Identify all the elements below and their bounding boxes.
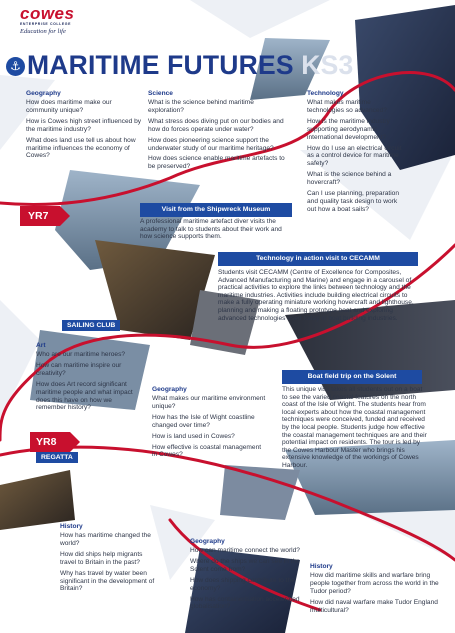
photo-boat-trip <box>220 465 300 520</box>
question: What does land use tell us about how maritime influences the economy of Cowes? <box>26 136 136 160</box>
question: How does science enable maritime artefacts to be preserved? <box>148 155 285 171</box>
section-heading: History <box>60 523 83 530</box>
college-tagline: Education for life <box>20 28 66 35</box>
cecamm-visit-text: Students visit CECAMM (Centre of Excellence for Composites, Advanced Manufacturing and Marine) and engage in a carousel of practical activities to explore the links between technology and the maritime industries. Activities include building electrical circuits to make a fully operating miniature working hovercraft and lighthouse, planning and making a floating prototype boat and exploring advanced technologies used today in boat building industries. <box>218 269 414 322</box>
question: How did maritime skills and warfare bring people together from across the world in the Tudor period? <box>310 572 439 595</box>
question: How effective is coastal management in Cowes? <box>152 443 262 459</box>
anchor-icon: ⚓ <box>6 57 25 76</box>
question: How does maritime make our community unique? <box>26 99 112 114</box>
section-heading: Science <box>148 90 173 97</box>
question: How did naval warfare make Tudor England multicultural? <box>310 598 438 614</box>
question: What makes our maritime environment unique? <box>152 395 266 410</box>
section-heading: Technology <box>307 90 344 97</box>
question: How is land used in Cowes? <box>152 432 235 440</box>
question: How has maritime changed the world? <box>60 532 151 547</box>
geography-section-3 <box>190 538 300 614</box>
title-key-stage: KS3 <box>301 50 354 80</box>
question: Can I use planning, preparation and quality task design to work out how a boat sails? <box>307 190 400 213</box>
question: How does shipping contribute to the economy? <box>190 576 295 592</box>
history-section-1 <box>60 523 160 596</box>
regatta-label: REGATTA <box>36 452 78 463</box>
question: How did ships help migrants travel to Britain in the past? <box>60 550 143 566</box>
question: How can maritime inspire our creativity? <box>36 361 122 377</box>
question: What is the science behind maritime exploration? <box>148 99 254 114</box>
shipwreck-visit-banner: Visit from the Shipwreck Museum <box>140 203 292 217</box>
history-section-2 <box>310 563 442 618</box>
technology-section <box>307 90 407 217</box>
shipwreck-visit-text: A professional maritime artefact diver visits the academy to talk to students about their work and how science supports them. <box>140 218 282 241</box>
page-title <box>27 50 353 81</box>
question: How does pioneering science support the underwater study of our maritime heritage? <box>148 136 274 152</box>
question: What is the science behind a hovercraft? <box>307 171 392 187</box>
question: How do I use an electrical circuit as a control device for maritime safety? <box>307 144 402 168</box>
question: How can maritime connect the world? <box>190 547 300 554</box>
year-8-label: YR8 <box>36 436 57 448</box>
year-7-label: YR7 <box>28 210 49 222</box>
question: How has containerisation accelerated globalisation? <box>190 595 300 611</box>
art-section <box>36 342 134 415</box>
section-heading: Geography <box>26 90 61 97</box>
section-heading: Geography <box>152 386 187 393</box>
solent-trip-banner: Boat field trip on the Solent <box>282 370 422 384</box>
question: How has the Isle of Wight coastline changed over time? <box>152 413 255 429</box>
college-logo: cowes <box>20 4 75 23</box>
question: How is Cowes high street influenced by the maritime industry? <box>26 117 142 133</box>
question: What makes maritime technologies so advanced? <box>307 99 387 114</box>
section-heading: History <box>310 563 333 570</box>
solent-trip-text: This unique visit takes all students out on a boat to see the varied coastal features on the north coast of the Isle of Wight. The students hear from local experts about how the coastal management techniques were conceived, funded and received by the local people. Students judge how effective the coastal management techniques are and their potential impact on residents. The tour is led by the Cowes Harbour Master who brings his extensive knowledge of the workings of Cowes Harbour. <box>282 386 427 469</box>
geography-section-2 <box>152 386 268 462</box>
geography-section-1 <box>26 90 144 163</box>
question: How does Art record significant maritime people and what impact does this have on how we remember history? <box>36 380 133 412</box>
question: Who are our maritime heroes? <box>36 351 126 358</box>
question: How is the maritime industry supporting aerodynamic international development? <box>307 117 390 141</box>
question: What stress does diving put on our bodies and how do forces operate under water? <box>148 117 284 133</box>
cecamm-visit-banner: Technology in action visit to CECAMM <box>218 252 418 266</box>
section-heading: Geography <box>190 538 225 545</box>
question: Why has travel by water been significant in the development of Britain? <box>60 569 155 593</box>
title-main: MARITIME FUTURES <box>27 50 294 80</box>
question: Where do the ships we can see in the Solent come from? <box>190 557 300 573</box>
college-logo-subtitle: ENTERPRISE COLLEGE <box>20 22 72 26</box>
photo-children <box>0 470 75 530</box>
sailing-club-label: SAILING CLUB <box>62 320 120 331</box>
section-heading: Art <box>36 342 46 349</box>
science-section <box>148 90 286 174</box>
